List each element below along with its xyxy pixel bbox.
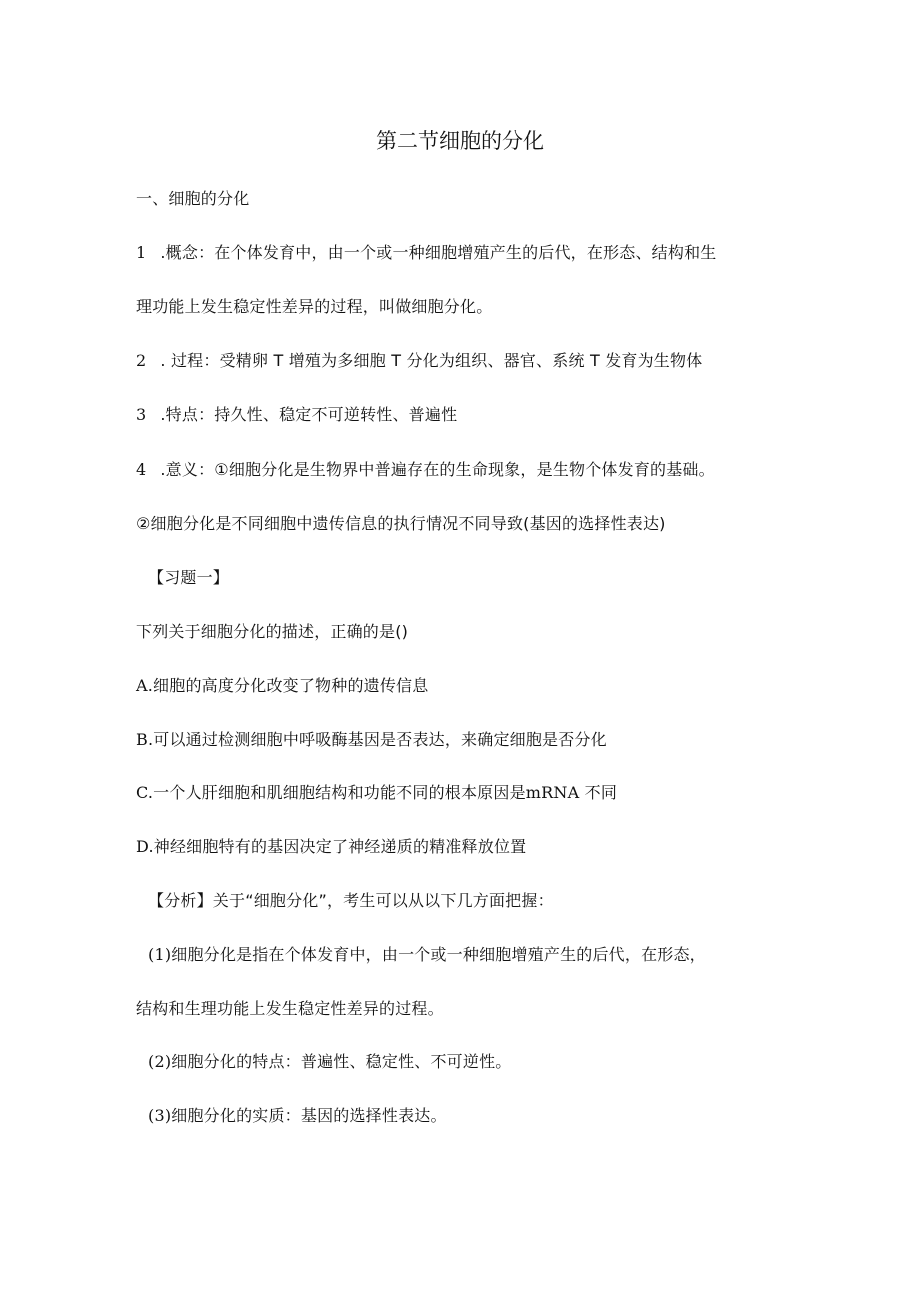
option-c-text-after: 不同 bbox=[579, 783, 618, 802]
point-4-number: 4 bbox=[136, 460, 147, 479]
option-c bbox=[136, 782, 617, 804]
option-c-letter: C. bbox=[136, 783, 154, 802]
analysis-item-3 bbox=[148, 1105, 447, 1127]
page-title: 第二节细胞的分化 bbox=[376, 129, 544, 153]
section-heading: 一、细胞的分化 bbox=[136, 189, 250, 208]
point-3-number: 3 bbox=[136, 405, 147, 424]
analysis-item-1-text: 细胞分化是指在个体发育中，由一个或一种细胞增殖产生的后代，在形态， bbox=[171, 945, 706, 964]
point-2-line bbox=[136, 350, 702, 372]
point-1-line-1 bbox=[136, 242, 716, 264]
analysis-item-2 bbox=[148, 1051, 511, 1073]
exercise-question: 下列关于细胞分化的描述，正确的是() bbox=[136, 622, 409, 641]
analysis-item-2-text: 细胞分化的特点：普遍性、稳定性、不可逆性。 bbox=[171, 1052, 512, 1071]
option-d-text: 神经细胞特有的基因决定了神经递质的精准释放位置 bbox=[153, 837, 527, 856]
analysis-item-1-line-1 bbox=[148, 944, 706, 966]
analysis-item-1-line-2: 结构和生理功能上发生稳定性差异的过程。 bbox=[136, 999, 444, 1018]
analysis-item-3-text: 细胞分化的实质：基因的选择性表达。 bbox=[171, 1106, 447, 1125]
exercise-heading: 【习题一】 bbox=[148, 568, 230, 587]
point-1-number: 1 bbox=[136, 243, 147, 262]
point-2-text: . 过程：受精卵 T 增殖为多细胞 T 分化为组织、器官、系统 T 发育为生物体 bbox=[160, 351, 703, 370]
option-a bbox=[136, 675, 428, 697]
point-4-line-1 bbox=[136, 459, 715, 481]
point-2-number: 2 bbox=[136, 351, 147, 370]
option-b bbox=[136, 729, 607, 751]
option-d bbox=[136, 836, 526, 858]
analysis-item-2-marker: (2) bbox=[148, 1052, 172, 1071]
point-3-line bbox=[136, 404, 457, 426]
analysis-item-3-marker: (3) bbox=[148, 1106, 172, 1125]
analysis-item-1-marker: (1) bbox=[148, 945, 172, 964]
option-a-text: 细胞的高度分化改变了物种的遗传信息 bbox=[153, 676, 429, 695]
point-3-text: .特点：持久性、稳定不可逆转性、普遍性 bbox=[160, 405, 458, 424]
option-a-letter: A. bbox=[136, 676, 154, 695]
option-c-mrna: mRNA bbox=[525, 783, 580, 802]
option-b-text: 可以通过检测细胞中呼吸酶基因是否表达，来确定细胞是否分化 bbox=[153, 730, 607, 749]
point-1-line-2: 理功能上发生稳定性差异的过程，叫做细胞分化。 bbox=[136, 297, 493, 316]
point-4-text: .意义：①细胞分化是生物界中普遍存在的生命现象，是生物个体发育的基础。 bbox=[160, 460, 715, 479]
analysis-intro: 【分析】关于“细胞分化”，考生可以从以下几方面把握： bbox=[148, 891, 554, 910]
point-4-line-2: ②细胞分化是不同细胞中遗传信息的执行情况不同导致(基因的选择性表达) bbox=[136, 514, 666, 533]
option-b-letter: B. bbox=[136, 730, 154, 749]
point-1-text: .概念：在个体发育中，由一个或一种细胞增殖产生的后代，在形态、结构和生 bbox=[160, 243, 717, 262]
option-d-letter: D. bbox=[136, 837, 154, 856]
option-c-text: 一个人肝细胞和肌细胞结构和功能不同的根本原因是 bbox=[153, 783, 526, 802]
